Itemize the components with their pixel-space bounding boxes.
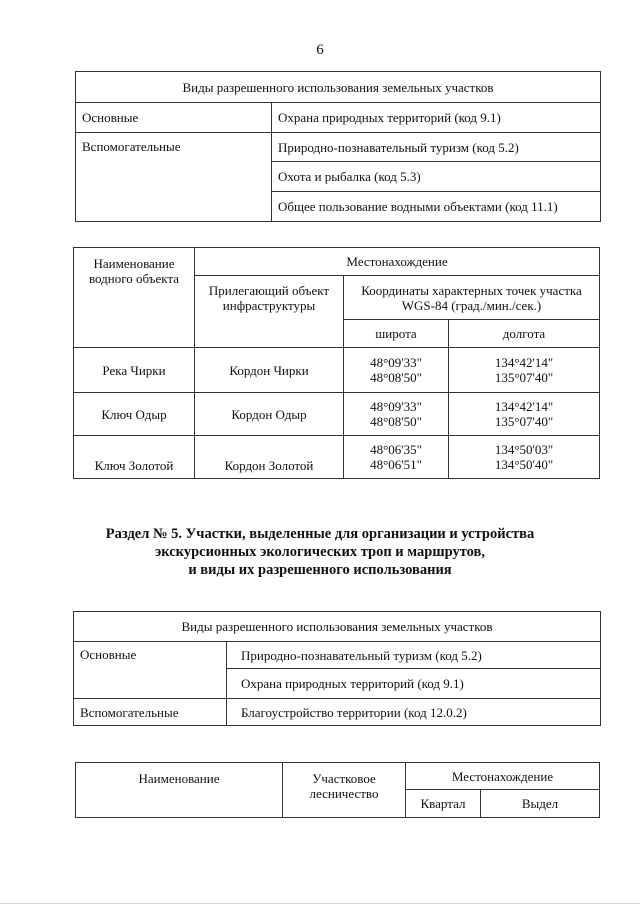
- latitude-value: 48°08'50": [370, 370, 422, 385]
- table-row: [74, 348, 600, 393]
- col-location-header: Местонахождение: [406, 763, 600, 790]
- col-location-header: Местонахождение: [195, 248, 600, 276]
- heading-line: экскурсионных экологических троп и маршрутов,: [154, 544, 486, 560]
- aux-item: Общее пользование водными объектами (код 11.1): [272, 192, 601, 222]
- latitude-value: 48°08'50": [370, 414, 422, 429]
- main-item: Природно-познавательный туризм (код 5.2): [227, 642, 601, 669]
- main-item: Охрана природных территорий (код 9.1): [227, 669, 601, 699]
- trails-table: [75, 762, 600, 818]
- latitude-cell: [344, 393, 449, 436]
- latitude-value: 48°06'51": [370, 457, 422, 472]
- col-coords-header: Координаты характерных точек участка WGS-84 (град./мин./сек.): [344, 276, 600, 320]
- col-name-header: Наименование: [76, 763, 283, 818]
- longitude-cell: [449, 436, 600, 479]
- aux-label: Вспомогательные: [76, 133, 272, 222]
- latitude-value: 48°06'35": [370, 442, 422, 457]
- table-row: [74, 436, 600, 479]
- latitude-value: 48°09'33": [370, 355, 422, 370]
- water-objects-table: [73, 247, 600, 479]
- longitude-value: 134°50'40": [494, 457, 554, 472]
- longitude-value: 134°42'14": [494, 399, 554, 414]
- infra-name: Кордон Чирки: [195, 348, 344, 393]
- aux-item: Благоустройство территории (код 12.0.2): [227, 699, 601, 726]
- longitude-cell: [449, 393, 600, 436]
- main-label: Основные: [74, 642, 227, 699]
- table-header: Виды разрешенного использования земельных участков: [76, 72, 601, 103]
- page-edge: [0, 903, 640, 904]
- table-header: Виды разрешенного использования земельных участков: [74, 612, 601, 642]
- section-5-heading: [0, 525, 640, 579]
- water-object-name: Ключ Одыр: [74, 393, 195, 436]
- water-object-name: Ключ Золотой: [74, 436, 195, 479]
- page-number: 6: [316, 42, 324, 58]
- col-allotment-header: Выдел: [481, 790, 600, 818]
- land-use-table-2: [73, 611, 601, 726]
- infra-name: Кордон Одыр: [195, 393, 344, 436]
- latitude-value: 48°09'33": [370, 399, 422, 414]
- col-quarter-header: Квартал: [406, 790, 481, 818]
- aux-label: Вспомогательные: [74, 699, 227, 726]
- col-lon-header: долгота: [449, 320, 600, 348]
- longitude-value: 135°07'40": [494, 414, 554, 429]
- col-forestry-header: Участковое лесничество: [283, 763, 406, 818]
- col-name-header: Наименование водного объекта: [74, 248, 195, 348]
- main-label: Основные: [76, 103, 272, 133]
- heading-line: Раздел № 5. Участки, выделенные для организации и устройства: [105, 526, 535, 542]
- aux-item: Природно-познавательный туризм (код 5.2): [272, 133, 601, 162]
- longitude-value: 134°42'14": [494, 355, 554, 370]
- water-object-name: Река Чирки: [74, 348, 195, 393]
- latitude-cell: [344, 436, 449, 479]
- col-infra-header: Прилегающий объект инфраструктуры: [195, 276, 344, 348]
- land-use-table-1: [75, 71, 601, 222]
- infra-name: Кордон Золотой: [195, 436, 344, 479]
- aux-item: Охота и рыбалка (код 5.3): [272, 162, 601, 192]
- latitude-cell: [344, 348, 449, 393]
- col-lat-header: широта: [344, 320, 449, 348]
- table-row: [74, 393, 600, 436]
- main-item: Охрана природных территорий (код 9.1): [272, 103, 601, 133]
- heading-line: и виды их разрешенного использования: [188, 562, 452, 578]
- longitude-cell: [449, 348, 600, 393]
- longitude-value: 134°50'03": [494, 442, 554, 457]
- longitude-value: 135°07'40": [494, 370, 554, 385]
